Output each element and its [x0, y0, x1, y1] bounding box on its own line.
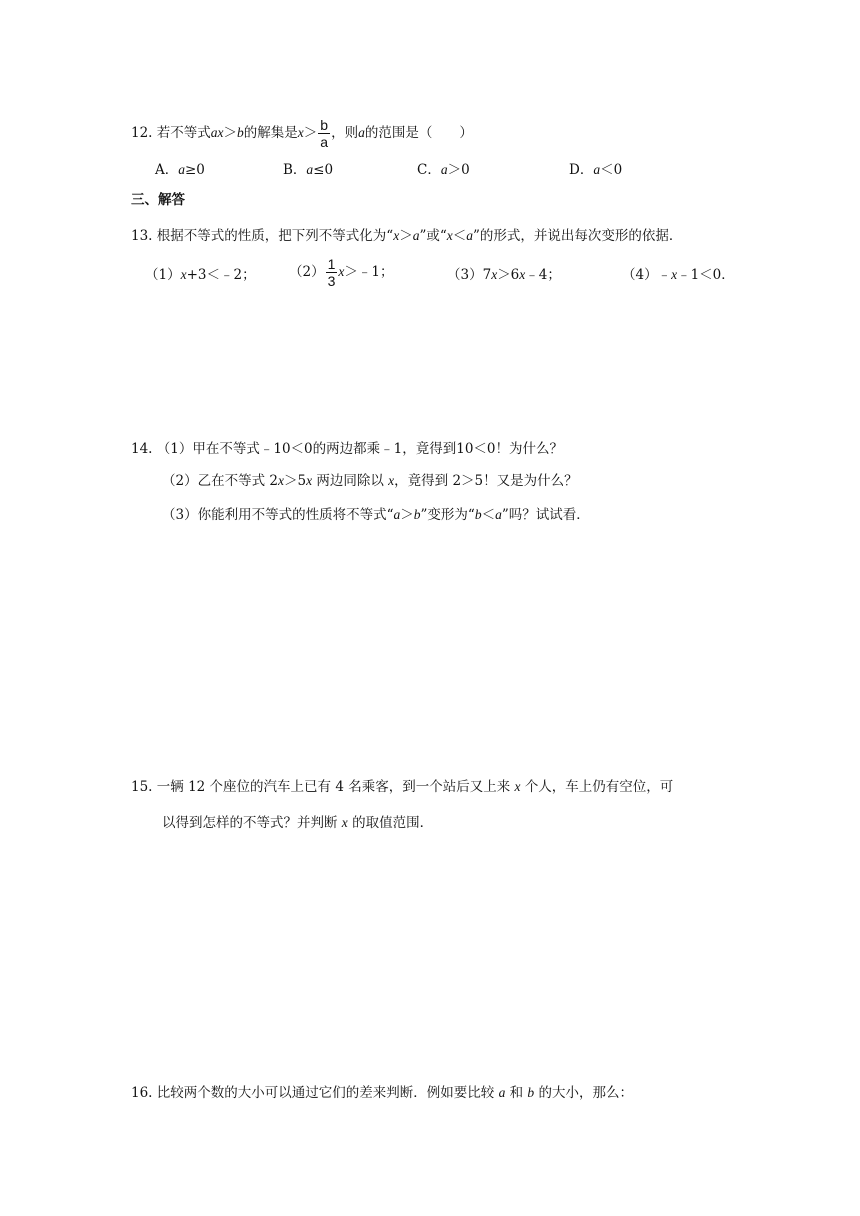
question-14-line-1: 14. （1）甲在不等式﹣10＜0的两边都乘﹣1，竟得到10＜0！为什么？ — [131, 441, 563, 457]
option-d: D．a＜0 — [569, 162, 623, 178]
q13-sub-2: （2） $\frac{1}{3}$ x＞﹣1； — [289, 256, 394, 289]
question-14-line-3: （3）你能利用不等式的性质将不等式“a＞b”变形为“b＜a”吗？试试看． — [162, 507, 590, 523]
option-c: C．a＞0 — [417, 162, 470, 178]
question-15-line-2: 以得到怎样的不等式？并判断 x 的取值范围． — [162, 815, 434, 831]
q13-sub-4: （4）﹣x﹣1＜0． — [622, 267, 735, 283]
question-number: 12. — [131, 125, 153, 141]
question-16-stem: 16. 比较两个数的大小可以通过它们的差来判断．例如要比较 a 和 b 的大小，那么： — [131, 1085, 633, 1101]
q13-sub-3: （3）7x＞6x﹣4； — [447, 267, 561, 283]
fraction-b-over-a: $\frac{b}{a}$ — [320, 117, 329, 150]
section-heading: 三、解答 — [131, 192, 185, 208]
fraction-one-third: $\frac{1}{3}$ — [327, 256, 336, 289]
question-14-line-2: （2）乙在不等式 2x＞5x 两边同除以 x，竟得到 2＞5！又是为什么？ — [162, 473, 578, 489]
question-15-line-1: 15. 一辆 12 个座位的汽车上已有 4 名乘客，到一个站后又上来 x 个人，车上仍有空位，可 — [131, 779, 674, 795]
q13-sub-1: （1）x+3＜﹣2； — [145, 267, 256, 283]
question-12-stem: 12. 若不等式ax＞b的解集是x＞ $\frac{b}{a}$ ，则a的范围是（ ） — [131, 117, 473, 150]
option-a: A．a≥0 — [155, 162, 205, 178]
option-b: B．a≤0 — [283, 162, 334, 178]
question-number: 14. — [131, 441, 153, 457]
question-number: 13. — [131, 228, 153, 244]
question-number: 16. — [131, 1085, 153, 1101]
question-13-stem: 13. 根据不等式的性质，把下列不等式化为“x＞a”或“x＜a”的形式，并说出每次变形的依据． — [131, 228, 683, 244]
question-number: 15. — [131, 779, 153, 795]
